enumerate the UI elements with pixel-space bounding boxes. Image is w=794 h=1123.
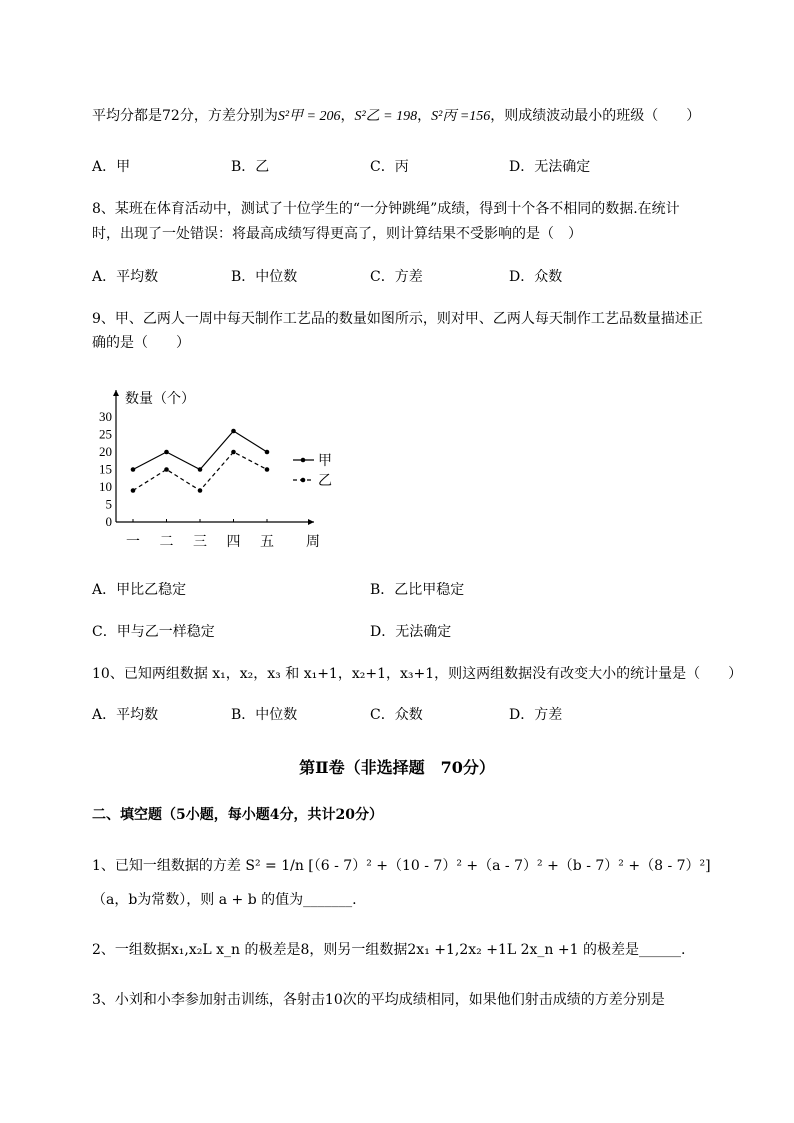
y-tick-label: 25: [99, 426, 112, 442]
q10-option-a: A．平均数: [92, 707, 159, 723]
part-2-title: 第Ⅱ卷（非选择题 70分）: [299, 758, 495, 777]
q7-text-before: 平均分都是72分，方差分别为: [92, 108, 278, 124]
q9-line-chart: [92, 382, 342, 552]
q10-option-d: D．方差: [509, 707, 563, 723]
series-0-point: [164, 450, 169, 455]
q9-option-a: A．甲比乙稳定: [92, 582, 187, 598]
series-1-point: [131, 488, 136, 493]
q10-option-c: C．众数: [370, 707, 423, 723]
y-tick-label: 15: [99, 461, 112, 477]
q9-option-b: B．乙比甲稳定: [370, 582, 465, 598]
legend-marker-0: [301, 458, 306, 463]
fill-section-heading: 二、填空题（5小题，每小题4分，共计20分）: [92, 807, 383, 823]
y-tick-label: 20: [99, 444, 112, 459]
q7-line: 平均分都是72分，方差分别为S²甲 = 206，S²乙 = 198，S²丙 =156，则成绩波动最小的班级（ ）: [92, 108, 701, 124]
fill-1-line-1: 1、已知一组数据的方差 S² = 1/n [（6 - 7）² +（10 - 7）² +（a - 7）² +（b - 7）² +（8 - 7）²]: [92, 858, 711, 874]
q8-line-2: 时，出现了一处错误：将最高成绩写得更高了，则计算结果不受影响的是（ ）: [92, 226, 582, 242]
chart-legend: [293, 453, 332, 489]
chart-axes: [113, 390, 320, 550]
x-tick-label: 五: [260, 534, 274, 550]
q8-line-1: 8、某班在体育活动中，测试了十位学生的“一分钟跳绳”成绩，得到十个各不相同的数据.在统计: [92, 201, 680, 217]
y-tick-label: 10: [99, 479, 112, 494]
series-line-0: [133, 431, 267, 470]
q7-option-a: A．甲: [92, 159, 131, 175]
series-1-point: [198, 488, 203, 493]
q8-option-b: B．中位数: [231, 269, 298, 285]
legend-label-1: 乙: [318, 473, 332, 489]
series-0-point: [198, 467, 203, 472]
y-tick-label: 0: [105, 514, 112, 529]
x-tick-label: 四: [226, 534, 241, 550]
q10-line-1: 10、已知两组数据 x₁，x₂，x₃ 和 x₁+1，x₂+1，x₃+1，则这两组数据没有改变大小的统计量是（ ）: [92, 666, 743, 682]
fill-1-line-2: （a，b为常数），则 a + b 的值为_______.: [92, 892, 357, 908]
q9-line-2: 确的是（ ）: [92, 335, 190, 351]
q9-line-1: 9、甲、乙两人一周中每天制作工艺品的数量如图所示，则对甲、乙两人每天制作工艺品数量描述正: [92, 311, 703, 327]
fill-2-line-1: 2、一组数据x₁,x₂L x_n 的极差是8，则另一组数据2x₁ +1,2x₂ +1L 2x_n +1 的极差是______.: [92, 942, 686, 958]
x-axis-arrow: [308, 519, 314, 525]
series-1-point: [265, 467, 270, 472]
x-tick-label: 二: [159, 534, 174, 550]
q7-variance-3: S²丙 =156: [431, 109, 491, 124]
q9-option-d: D．无法确定: [370, 624, 452, 640]
q7-text-after: ，则成绩波动最小的班级（ ）: [490, 108, 701, 124]
q9-option-c: C．甲与乙一样稳定: [92, 624, 215, 640]
series-0-point: [231, 429, 236, 434]
q8-option-d: D．众数: [509, 269, 563, 285]
q7-variance-2: S²乙 = 198: [354, 109, 418, 124]
y-tick-label: 5: [105, 496, 112, 512]
series-1-point: [164, 467, 169, 472]
q8-option-c: C．方差: [370, 269, 423, 285]
fill-3-line-1: 3、小刘和小李参加射击训练，各射击10次的平均成绩相同，如果他们射击成绩的方差分别是: [92, 992, 665, 1008]
q8-option-a: A．平均数: [92, 269, 159, 285]
chart-ticks: [99, 409, 274, 550]
q7-option-d: D．无法确定: [509, 159, 591, 175]
x-tick-label: 三: [193, 534, 207, 550]
series-0-point: [131, 467, 136, 472]
legend-label-0: 甲: [318, 453, 332, 469]
y-axis-arrow: [113, 390, 119, 396]
x-tick-label: 一: [126, 534, 140, 550]
y-tick-label: 30: [99, 409, 112, 424]
series-0-point: [265, 450, 270, 455]
legend-marker-1: [301, 478, 306, 483]
chart-series: [131, 429, 270, 493]
q7-option-c: C．丙: [370, 159, 409, 175]
y-axis-label: 数量（个）: [125, 391, 195, 407]
q7-variance-1: S²甲 = 206: [277, 109, 341, 124]
series-1-point: [231, 450, 236, 455]
q7-option-b: B．乙: [231, 159, 270, 175]
x-axis-label: 周: [306, 534, 320, 550]
q10-option-b: B．中位数: [231, 707, 298, 723]
